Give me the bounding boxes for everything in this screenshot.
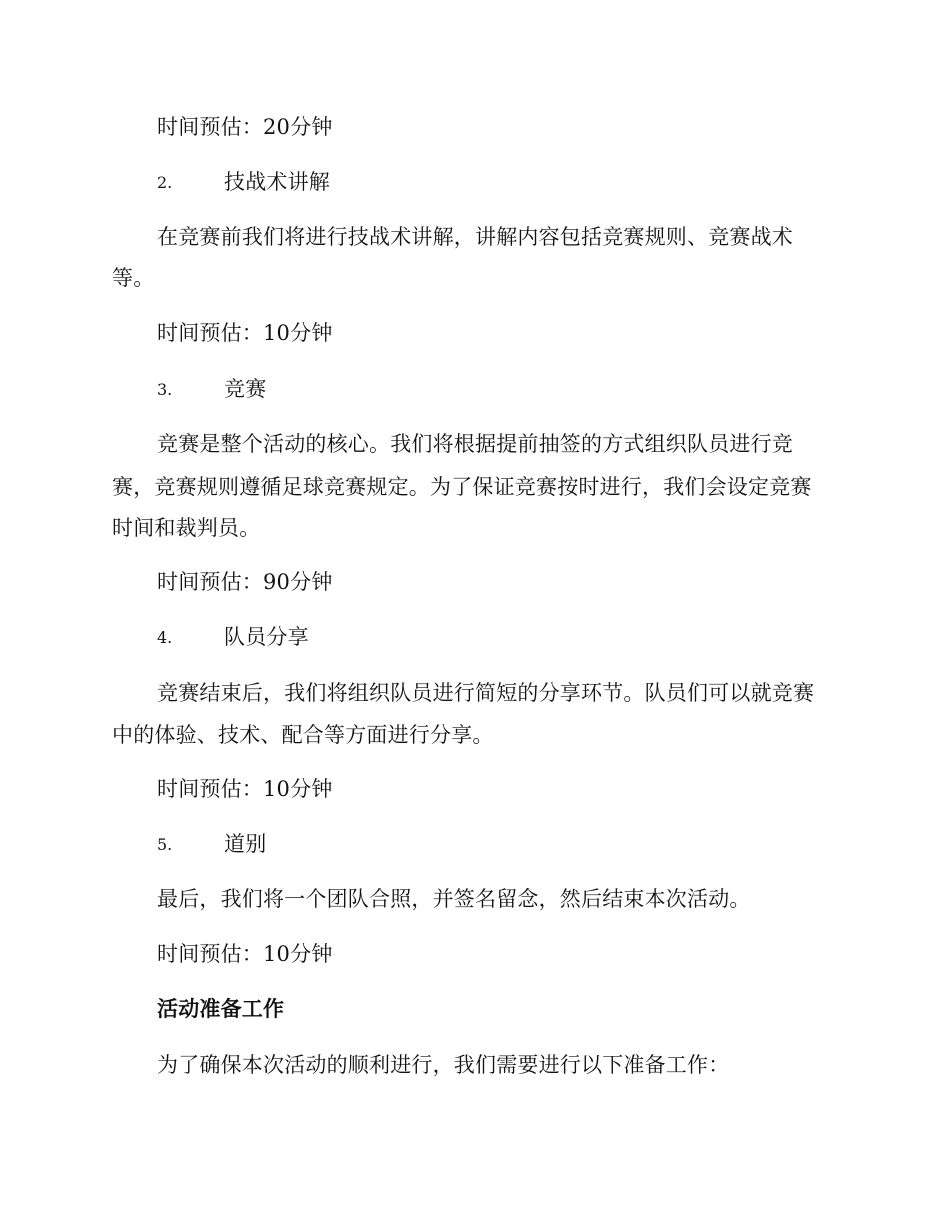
item-3-title: 竞赛 [224,377,267,401]
item-5-text-line-1: 最后，我们将一个团队合照，并签名留念，然后结束本次活动。 [157,887,751,911]
time-estimate-5: 时间预估：10分钟 [157,942,333,966]
item-3-text-line-3: 时间和裁判员。 [112,516,261,540]
item-4-number: 4. [157,628,173,647]
time-estimate-3: 时间预估：90分钟 [157,570,333,594]
item-3-number: 3. [157,380,173,399]
item-2-text-line-2: 等。 [112,266,155,290]
item-4-text-line-2: 中的体验、技术、配合等方面进行分享。 [112,723,494,747]
item-2-text-line-1: 在竞赛前我们将进行技战术讲解，讲解内容包括竞赛规则、竞赛战术 [157,225,793,249]
item-4-title: 队员分享 [224,625,309,649]
time-estimate-4: 时间预估：10分钟 [157,777,333,801]
item-2-title: 技战术讲解 [224,170,330,194]
section-intro: 为了确保本次活动的顺利进行，我们需要进行以下准备工作： [157,1053,730,1077]
time-estimate-1: 时间预估：20分钟 [157,115,333,139]
item-5-title: 道别 [224,832,267,856]
time-estimate-2: 时间预估：10分钟 [157,321,333,345]
section-heading: 活动准备工作 [157,996,285,1021]
item-3-text-line-1: 竞赛是整个活动的核心。我们将根据提前抽签的方式组织队员进行竞 [157,432,793,456]
item-2-number: 2. [157,173,173,192]
item-5-number: 5. [157,835,173,854]
item-3-text-line-2: 赛，竞赛规则遵循足球竞赛规定。为了保证竞赛按时进行，我们会设定竞赛 [112,475,812,499]
item-4-text-line-1: 竞赛结束后，我们将组织队员进行简短的分享环节。队员们可以就竞赛 [157,681,815,705]
